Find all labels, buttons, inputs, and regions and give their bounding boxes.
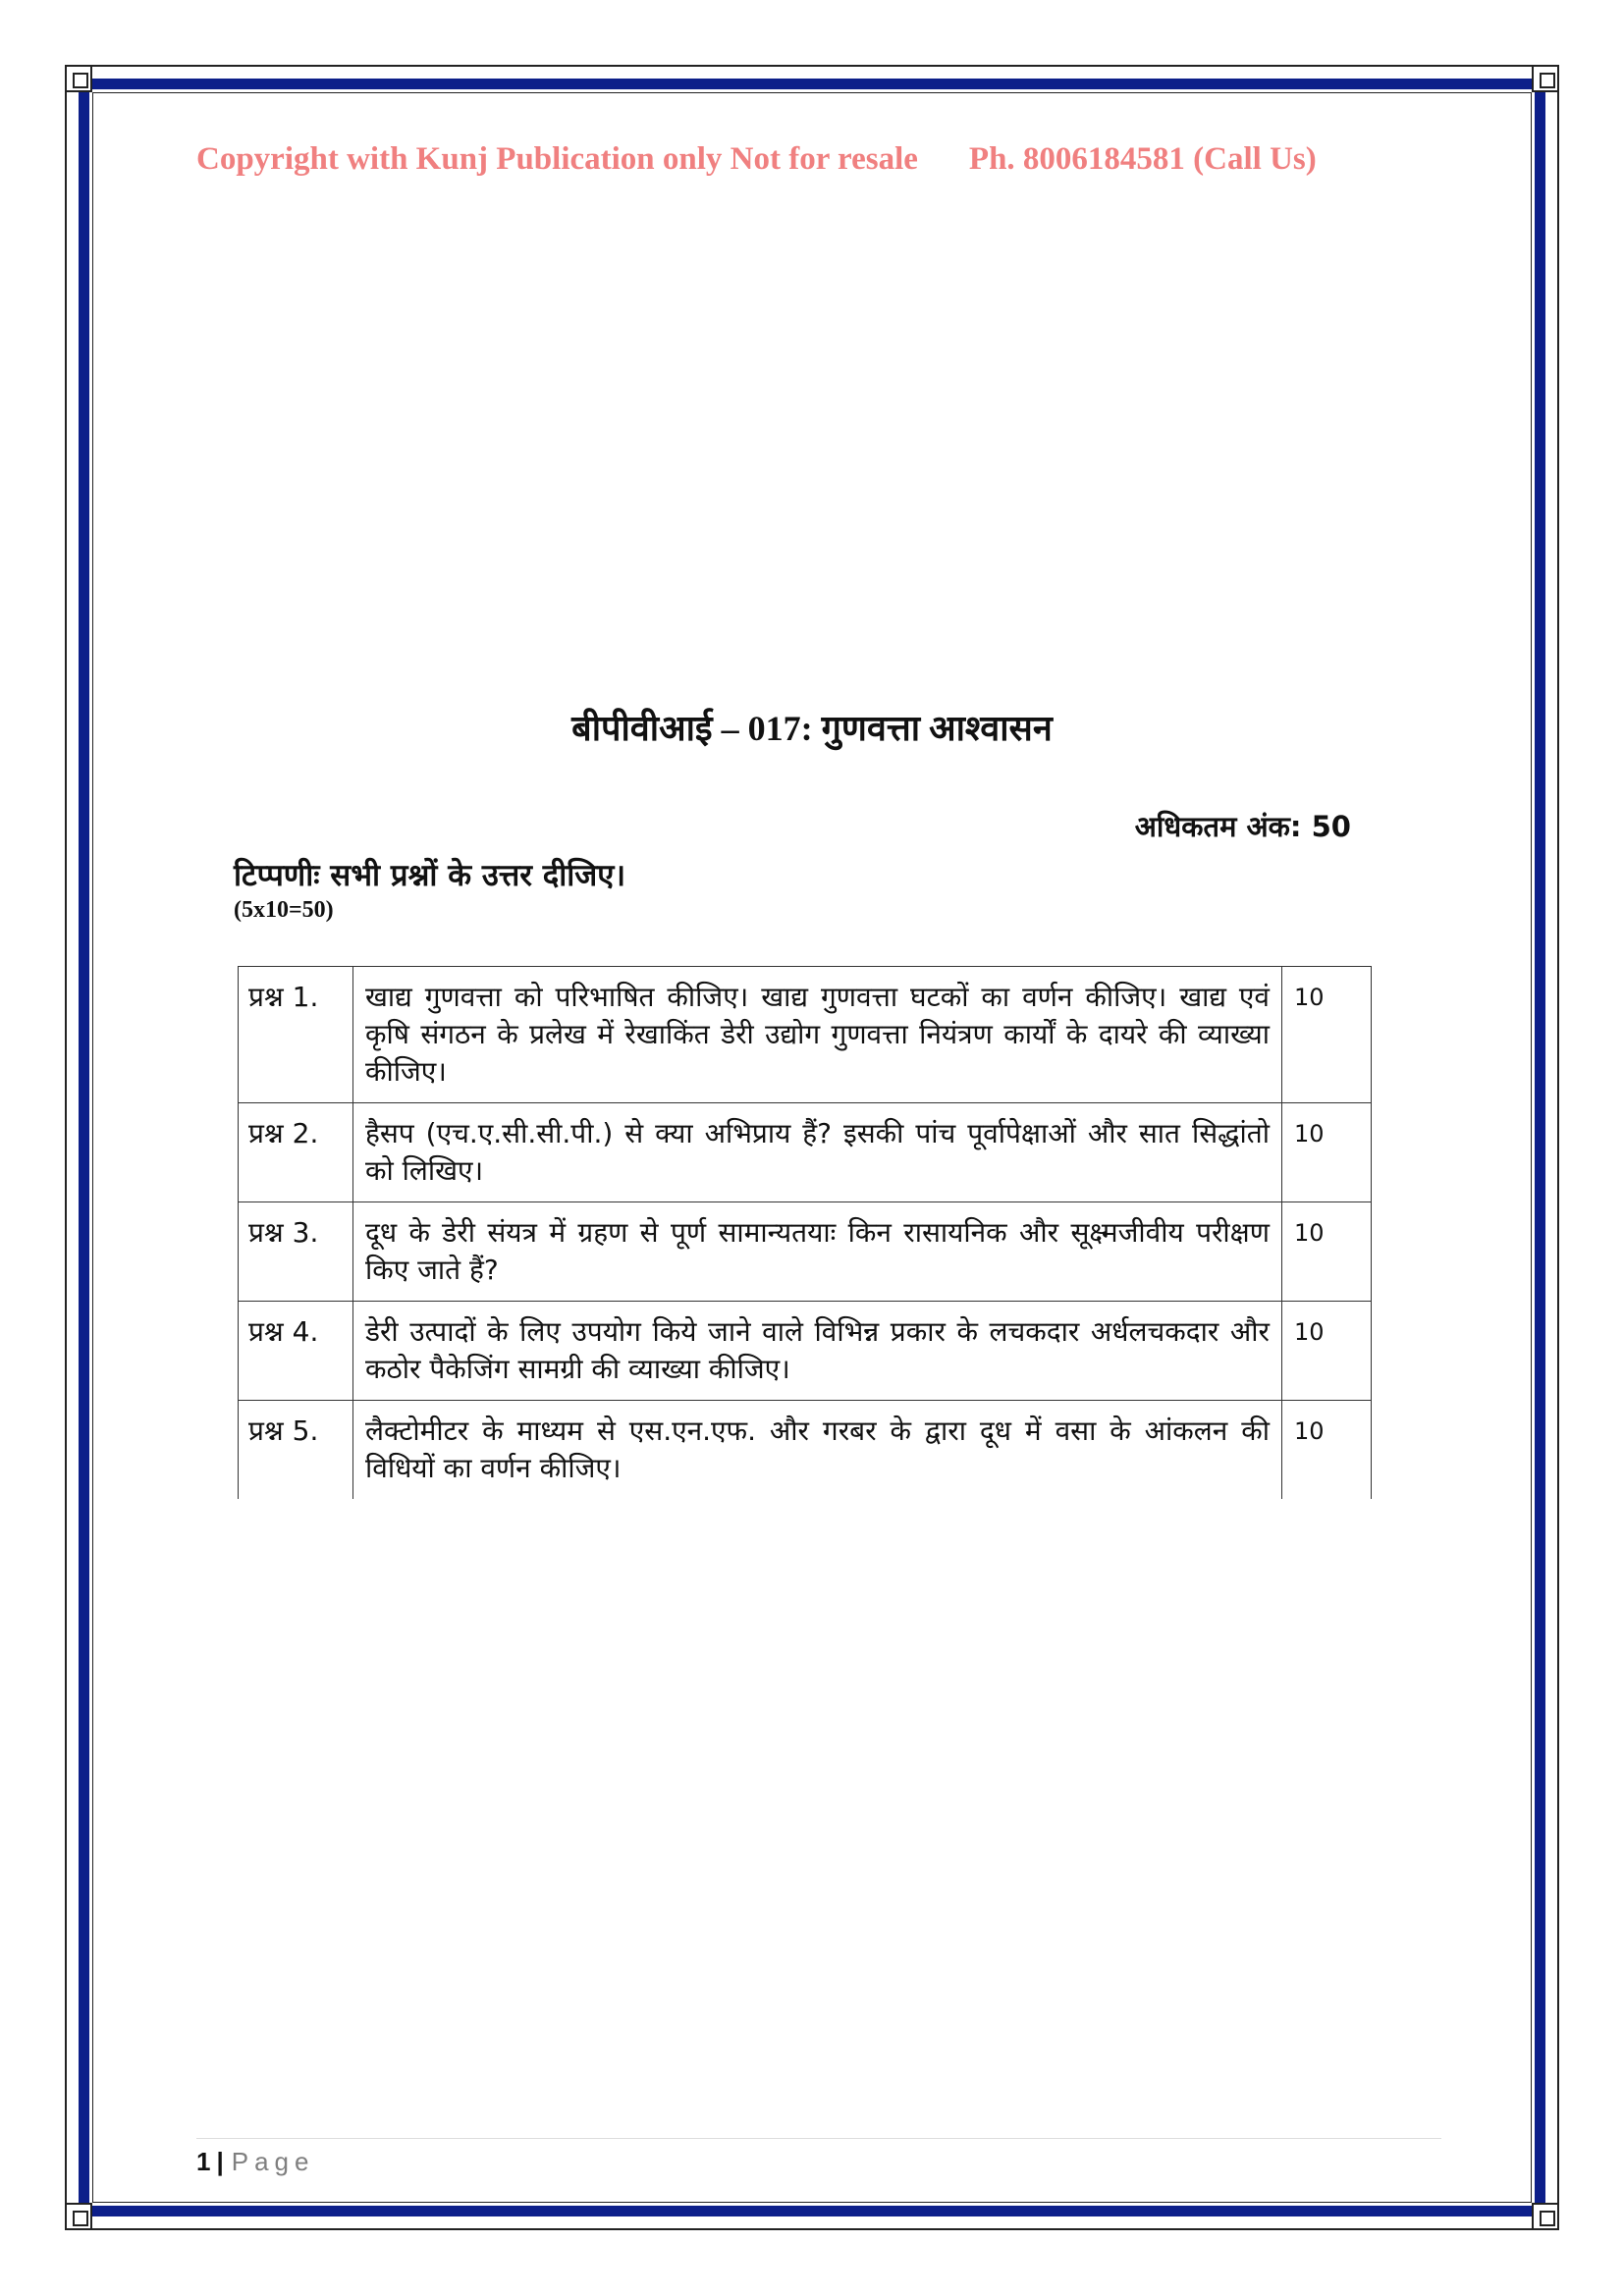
- question-marks: 10: [1282, 1103, 1372, 1202]
- border-corner-ornament: [65, 65, 92, 92]
- marks-formula: (5x10=50): [234, 897, 334, 923]
- copyright-header: [196, 141, 1434, 178]
- question-number: प्रश्न 4.: [239, 1302, 353, 1401]
- question-marks: 10: [1282, 1401, 1372, 1500]
- question-text: हैसप (एच.ए.सी.सी.पी.) से क्या अभिप्राय हैं? इसकी पांच पूर्वापेक्षाओं और सात सिद्धांतो को लिखिए।: [353, 1103, 1282, 1202]
- border-corner-ornament: [1532, 65, 1559, 92]
- question-text: खाद्य गुणवत्ता को परिभाषित कीजिए। खाद्य गुणवत्ता घटकों का वर्णन कीजिए। खाद्य एवं कृषि संगठन के प्रलेख में रेखाकिंत डेरी उद्योग गुणवत्ता नियंत्रण कार्यों के दायरे की व्याख्या कीजिए।: [353, 967, 1282, 1103]
- footer-separator: |: [216, 2147, 224, 2176]
- question-row: [239, 1202, 1372, 1302]
- question-text: डेरी उत्पादों के लिए उपयोग किये जाने वाले विभिन्न प्रकार के लचकदार अर्धलचकदार और कठोर पैकेजिंग सामग्री की व्याख्या कीजिए।: [353, 1302, 1282, 1401]
- page-number: 1: [196, 2147, 211, 2176]
- question-row: [239, 1401, 1372, 1500]
- paper-title: बीपीवीआई – 017: गुणवत्ता आश्वासन: [571, 709, 1053, 748]
- question-marks: 10: [1282, 967, 1372, 1103]
- question-marks: 10: [1282, 1302, 1372, 1401]
- page-footer: [196, 2147, 314, 2177]
- question-number: प्रश्न 3.: [239, 1202, 353, 1302]
- question-number: प्रश्न 1.: [239, 967, 353, 1103]
- question-marks: 10: [1282, 1202, 1372, 1302]
- border-corner-ornament: [1532, 2203, 1559, 2230]
- question-number: प्रश्न 5.: [239, 1401, 353, 1500]
- question-text: लैक्टोमीटर के माध्यम से एस.एन.एफ. और गरबर के द्वारा दूध में वसा के आंकलन की विधियों का वर्णन कीजिए।: [353, 1401, 1282, 1500]
- phone-contact: Ph. 8006184581 (Call Us): [968, 141, 1317, 177]
- question-row: [239, 1103, 1372, 1202]
- question-number: प्रश्न 2.: [239, 1103, 353, 1202]
- border-corner-ornament: [65, 2203, 92, 2230]
- questions-table: [238, 966, 1372, 1499]
- max-marks: अधिकतम अंक: 50: [1134, 810, 1351, 843]
- copyright-text: Copyright with Kunj Publication only Not for resale: [196, 141, 918, 177]
- page-label: Page: [231, 2147, 315, 2176]
- footer-divider: [196, 2138, 1441, 2139]
- instruction-note: टिप्पणीः सभी प्रश्नों के उत्तर दीजिए।: [234, 858, 626, 893]
- question-row: [239, 1302, 1372, 1401]
- question-text: दूध के डेरी संयत्र में ग्रहण से पूर्ण सामान्यतयाः किन रासायनिक और सूक्ष्मजीवीय परीक्षण किए जाते हैं?: [353, 1202, 1282, 1302]
- question-row: [239, 967, 1372, 1103]
